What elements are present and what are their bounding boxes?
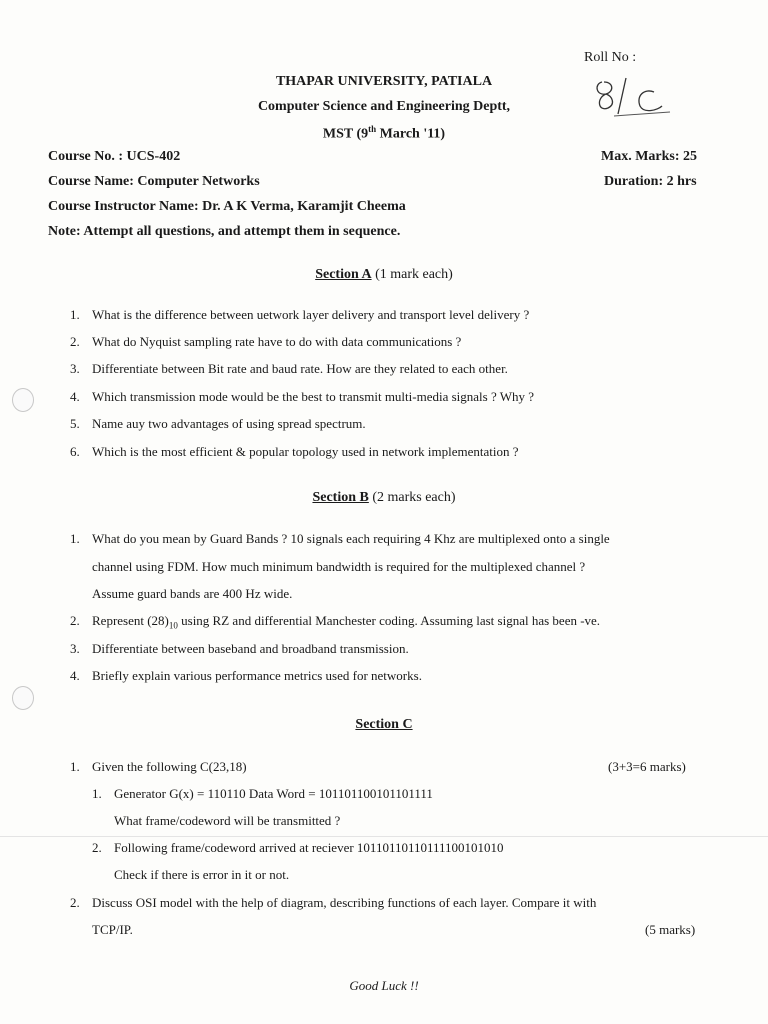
section-b-question-2: 2. Represent $(28)_{10}$ using RZ and differential Manchester coding. Assuming last signal has been -ve. bbox=[70, 613, 601, 631]
section-c-question-2-marks: (5 marks) bbox=[645, 922, 696, 937]
scan-artifact-line bbox=[0, 836, 768, 837]
section-c-question-1a: 1. Generator G(x) = 110110 Data Word = 101101100101101111 bbox=[92, 786, 433, 801]
section-a-question: 2. What do Nyquist sampling rate have to do with data communications ? bbox=[70, 334, 462, 349]
punch-hole bbox=[12, 388, 34, 412]
course-number: Course No. : UCS-402 bbox=[48, 149, 181, 164]
section-a-question: 1. What is the difference between uetwork layer delivery and transport level delivery ? bbox=[70, 307, 530, 322]
instructions-note: Note: Attempt all questions, and attempt them in sequence. bbox=[48, 224, 401, 239]
roll-no-label: Roll No : bbox=[584, 50, 637, 65]
section-a-question: 3. Differentiate between Bit rate and baud rate. How are they related to each other. bbox=[70, 361, 508, 376]
exam-title-sup: th bbox=[368, 124, 377, 134]
section-b-question-1-line-2: channel using FDM. How much minimum bandwidth is required for the multiplexed channel ? bbox=[92, 559, 586, 574]
section-c-title: Section C bbox=[355, 717, 413, 732]
max-marks: Max. Marks: 25 bbox=[601, 149, 698, 164]
exam-title bbox=[0, 124, 768, 143]
section-a-question: 5. Name auy two advantages of using spread spectrum. bbox=[70, 416, 366, 431]
section-c-question-1: 1. Given the following C(23,18) bbox=[70, 759, 247, 774]
section-c-question-1b-line-2: Check if there is error in it or not. bbox=[114, 867, 290, 882]
duration: Duration: 2 hrs bbox=[604, 174, 697, 189]
section-a-question: 6. Which is the most efficient & popular topology used in network implementation ? bbox=[70, 444, 519, 459]
section-b-question-3: 3. Differentiate between baseband and broadband transmission. bbox=[70, 641, 409, 656]
section-a-question: 4. Which transmission mode would be the best to transmit multi-media signals ? Why ? bbox=[70, 389, 535, 404]
course-instructor: Course Instructor Name: Dr. A K Verma, Karamjit Cheema bbox=[48, 199, 406, 214]
section-b-title: Section B bbox=[312, 490, 369, 505]
good-luck-footer: Good Luck !! bbox=[349, 978, 419, 993]
exam-title-post: March '11) bbox=[376, 126, 446, 142]
section-c-question-2: 2. Discuss OSI model with the help of diagram, describing functions of each layer. Compare it with bbox=[70, 895, 597, 910]
punch-hole bbox=[12, 686, 34, 710]
section-c-question-1b: 2. Following frame/codeword arrived at reciever 10110110110111100101010 bbox=[92, 840, 504, 855]
section-b-question-4: 4. Briefly explain various performance metrics used for networks. bbox=[70, 668, 422, 683]
exam-title-pre: MST (9 bbox=[322, 126, 369, 142]
section-c-question-1-marks: (3+3=6 marks) bbox=[608, 759, 686, 774]
section-a-marks: (1 mark each) bbox=[375, 267, 453, 282]
course-name: Course Name: Computer Networks bbox=[48, 174, 260, 189]
section-a-heading bbox=[0, 267, 768, 283]
section-a-title: Section A bbox=[315, 267, 372, 282]
section-b-question-1: 1. What do you mean by Guard Bands ? 10 signals each requiring 4 Khz are multiplexed onto a single bbox=[70, 531, 610, 546]
section-b-question-1-line-3: Assume guard bands are 400 Hz wide. bbox=[92, 586, 293, 601]
university-name: THAPAR UNIVERSITY, PATIALA bbox=[275, 74, 493, 89]
section-b-heading bbox=[0, 490, 768, 506]
department-name: Computer Science and Engineering Deptt, bbox=[257, 99, 511, 114]
section-c-question-2-line-2: TCP/IP. bbox=[92, 922, 133, 937]
section-c-question-1a-line-2: What frame/codeword will be transmitted ? bbox=[114, 813, 341, 828]
section-b-marks: (2 marks each) bbox=[372, 490, 456, 505]
section-c-heading bbox=[0, 717, 768, 733]
